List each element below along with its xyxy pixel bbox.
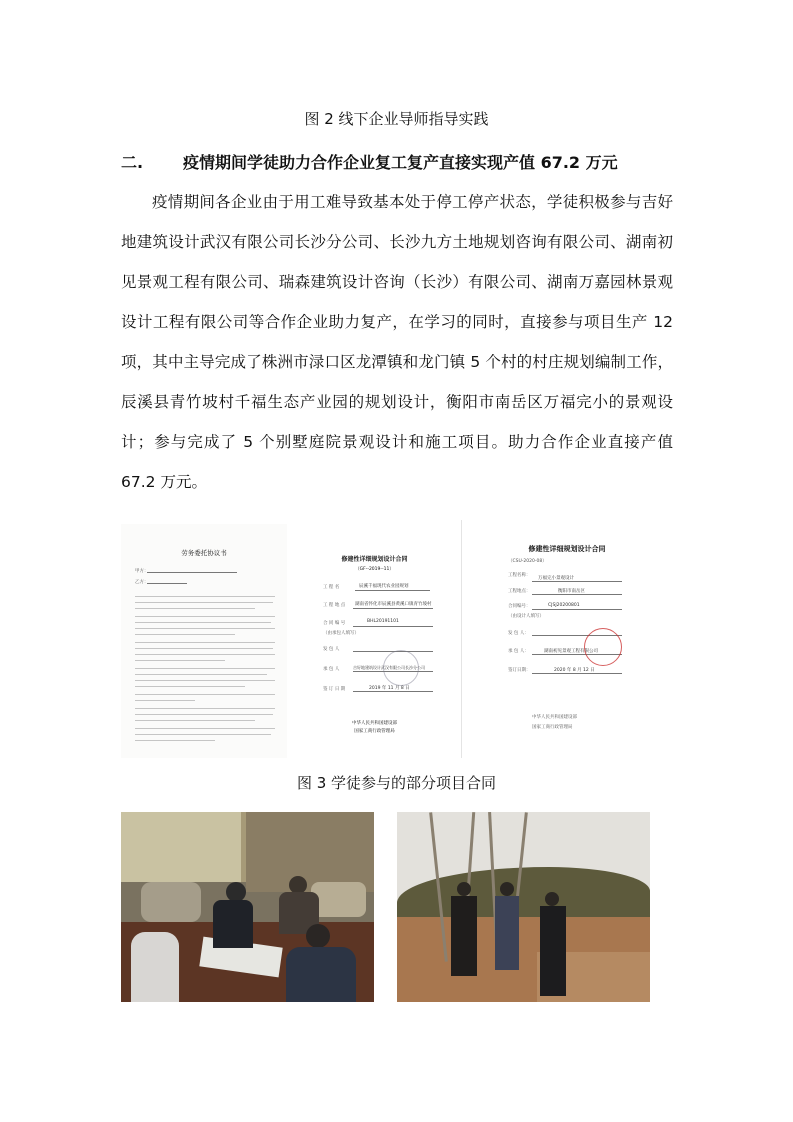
underline (532, 673, 622, 674)
contract3-field6-label: 签订日期： (508, 668, 531, 673)
contract-image-labor-agreement (121, 524, 287, 758)
contract2-issuer1: 中华人民共和国建设部 (352, 721, 397, 726)
underline (355, 590, 430, 591)
contract3-field3-value: CJSJ20200801 (548, 603, 580, 608)
contract2-field5-label: 承 包 人 (323, 667, 340, 672)
contract3-issuer2: 国家工商行政管理局 (532, 725, 573, 730)
red-company-seal (584, 628, 622, 666)
underline (147, 572, 237, 573)
contract3-note: （由设计人填写） (508, 614, 544, 619)
contract3-code: （CSU-2020-08） (508, 559, 547, 564)
contract3-field5-value: 湖南初见景观工程有限公司 (544, 649, 598, 654)
contract2-field4-label: 发 包 人 (323, 647, 340, 652)
site-visit-photo (397, 812, 650, 1002)
contract3-field5-label: 承 包 人： (508, 649, 529, 654)
contract2-field3-value: BHL20191101 (367, 619, 399, 624)
contract2-code: （GF--2019--11） (355, 567, 394, 572)
contract3-field1-label: 工程名称： (508, 573, 531, 578)
section-heading (121, 150, 721, 173)
underline (532, 581, 622, 582)
contract2-field3-label: 合 同 编 号 (323, 621, 346, 626)
contract2-issuer2: 国家工商行政管理局 (354, 729, 395, 734)
figure-3-caption: 图 3 学徒参与的部分项目合同 (296, 774, 497, 792)
contract2-note: （由承包人填写） (323, 631, 359, 636)
contract3-field3-label: 合同编号： (508, 604, 531, 609)
contract2-field2-label: 工 程 地 点 (323, 603, 346, 608)
section-title: 疫情期间学徒助力合作企业复工复产直接实现产值 67.2 万元 (183, 153, 618, 172)
contract2-field2-value: 湖南省怀化市辰溪县黄溪口镇青竹坡村 (355, 602, 432, 607)
contract2-field6-label: 签 订 日 期 (323, 687, 346, 692)
contract3-field4-label: 发 包 人： (508, 631, 529, 636)
figure-2-caption: 图 2 线下企业导师指导实践 (304, 110, 489, 128)
contract-image-design-contract-2019 (287, 520, 462, 758)
underline (353, 691, 433, 692)
contract-image-design-contract-2020 (462, 520, 672, 758)
underline (532, 594, 622, 595)
contract3-field1-value: 万福完小景观设计 (538, 576, 574, 581)
meeting-room-photo (121, 812, 374, 1002)
contract3-field6-value: 2020 年 8 月 12 日 (554, 668, 595, 673)
body-paragraph: 疫情期间各企业由于用工难导致基本处于停工停产状态，学徒积极参与吉好地建筑设计武汉有限公司长沙分公司、长沙九方土地规划咨询有限公司、湖南初见景观工程有限公司、瑞森建筑设计咨询（长沙）有限公司、湖南万嘉园林景观设计工程有限公司等合作企业助力复产，在学习的同时，直接参与项目生产 12 项，其中主导完成了株洲市渌口区龙潭镇和龙门镇 5 个村的村庄规划编制工作，辰溪县青竹坡村千福生态产业园的规划设计，衡阳市南岳区万福完小的景观设计；参与完成了 5 个别墅庭院景观设计和施工项目。助力合作企业直接产值 67.2 万元。 (121, 193, 673, 491)
company-seal (383, 650, 419, 686)
contract2-field6-value: 2019 年 11 月 8 日 (369, 686, 410, 691)
contract3-field2-label: 工程地点： (508, 589, 531, 594)
underline (532, 609, 622, 610)
contract2-field1-value: 辰溪千福现代农业园规划 (359, 584, 409, 589)
contract2-field5-value: 吉好地建筑设计武汉有限公司长沙分公司 (353, 665, 425, 670)
contract1-title: 劳务委托协议书 (181, 549, 227, 557)
contract1-party-b: 乙方： (135, 580, 149, 585)
underline (353, 626, 433, 627)
underline (353, 608, 433, 609)
contract2-field1-label: 工 程 名 (323, 585, 340, 590)
contract3-title: 修建性详细规划设计合同 (528, 545, 606, 553)
contract3-issuer1: 中华人民共和国建设部 (532, 715, 577, 720)
underline (147, 583, 187, 584)
section-number: 二. (121, 153, 144, 172)
contract3-field2-value: 衡阳市南岳区 (558, 589, 585, 594)
contract2-title: 修建性详细规划设计合同 (341, 556, 408, 563)
contract1-party-a: 甲方： (135, 569, 149, 574)
